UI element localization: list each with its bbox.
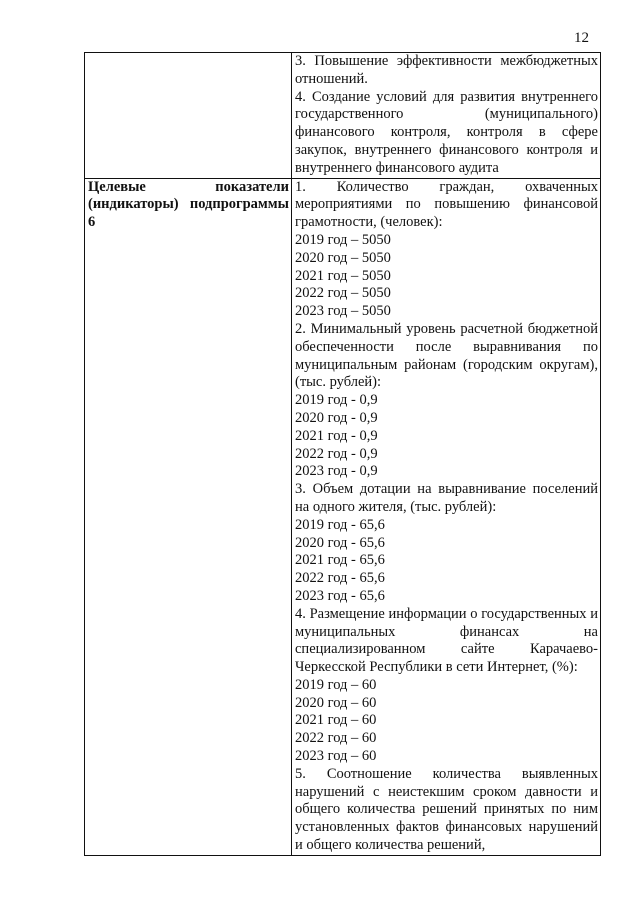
indicator-title: 5. Соотношение количества выявленных нарушений с неистекшим сроком давности и общего количества решений принятых по ним установленных фактов финансовых нарушений и общего количества решений,	[295, 765, 598, 854]
indicator-year-value: 2023 год – 5050	[295, 303, 391, 320]
list-item: 3. Повышение эффективности межбюджетных отношений.	[295, 53, 598, 87]
indicator-year-value: 2021 год – 60	[295, 712, 377, 729]
row1-content-cell	[292, 53, 601, 179]
indicator-year-value: 2021 год - 65,6	[295, 552, 385, 569]
indicator-title: 3. Объем дотации на выравнивание поселений на одного жителя, (тыс. рублей):	[295, 481, 598, 515]
passport-table	[84, 52, 601, 856]
indicator-year-value: 2019 год - 0,9	[295, 392, 378, 409]
indicator-title: 2. Минимальный уровень расчетной бюджетной обеспеченности после выравнивания по муниципальным районам (городским округам), (тыс. рублей):	[295, 320, 598, 391]
indicator-year-value: 2022 год – 5050	[295, 285, 391, 302]
indicator-year-value: 2019 год – 60	[295, 676, 377, 693]
indicator-year-value: 2020 год - 65,6	[295, 534, 385, 551]
indicator-year-value: 2023 год - 0,9	[295, 463, 378, 480]
indicators-label: Целевые показатели (индикаторы) подпрограммы 6	[88, 178, 289, 231]
indicator-year-value: 2022 год - 0,9	[295, 445, 378, 462]
indicator-title: 1. Количество граждан, охваченных мероприятиями по повышению финансовой грамотности, (человек):	[295, 178, 598, 231]
row1-label-cell	[85, 53, 292, 179]
indicator-list	[295, 179, 598, 855]
indicator-year-value: 2022 год - 65,6	[295, 570, 385, 587]
indicator-year-value: 2021 год - 0,9	[295, 427, 378, 444]
list-item: 4. Создание условий для развития внутреннего государственного (муниципального) финансового контроля, контроля в сфере закупок, внутреннего финансового контроля и внутреннего финансового аудита	[295, 88, 598, 176]
indicator-title: 4. Размещение информации о государственных и муниципальных финансах на специализированном сайте Карачаево-Черкесской Республики в сети Интернет, (%):	[295, 605, 598, 676]
indicator-year-value: 2019 год - 65,6	[295, 516, 385, 533]
indicator-year-value: 2023 год - 65,6	[295, 587, 385, 604]
row2-content-cell	[292, 178, 601, 855]
table-row-indicators	[85, 178, 601, 855]
indicator-year-value: 2020 год – 60	[295, 694, 377, 711]
page-number: 12	[574, 30, 589, 46]
indicator-year-value: 2021 год – 5050	[295, 267, 391, 284]
table-row-goals	[85, 53, 601, 179]
indicator-year-value: 2022 год – 60	[295, 730, 377, 747]
indicator-year-value: 2023 год – 60	[295, 748, 377, 765]
indicator-year-value: 2020 год - 0,9	[295, 409, 378, 426]
indicator-year-value: 2019 год – 5050	[295, 231, 391, 248]
indicator-year-value: 2020 год – 5050	[295, 249, 391, 266]
row2-label-cell	[85, 178, 292, 855]
